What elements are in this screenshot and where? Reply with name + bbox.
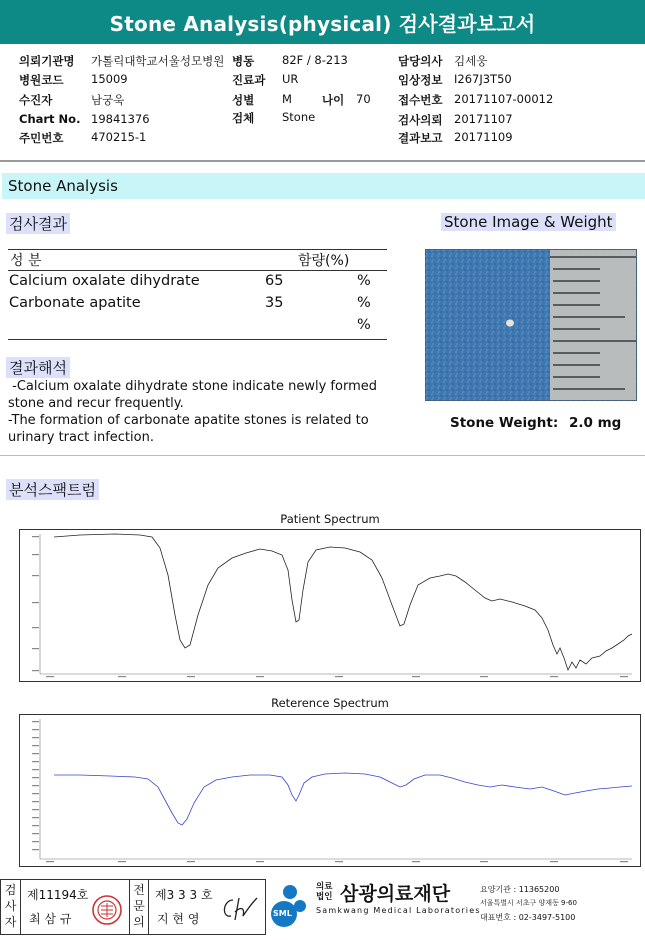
signature-icon	[219, 894, 259, 924]
component-name: Calcium oxalate dihydrate	[9, 273, 200, 289]
patient-spectrum-plot	[20, 530, 640, 681]
component-unit: %	[357, 295, 371, 311]
org-logo	[270, 882, 310, 930]
field-value: UR	[282, 72, 299, 86]
org-phone: 대표번호 : 02-3497-5100	[480, 913, 576, 922]
field-label: 검체	[232, 111, 255, 125]
field-label: 검사의뢰	[398, 113, 443, 127]
interpretation-line: stone and recur frequently.	[8, 396, 184, 411]
interpretation-line: -Calcium oxalate dihydrate stone indicate newly formed	[8, 379, 377, 394]
interpretation-heading: 결과해석	[6, 357, 70, 378]
interpretation-text	[8, 378, 388, 446]
field-label: 결과보고	[398, 131, 443, 145]
field-value: M	[282, 92, 292, 106]
reference-spectrum-plot	[20, 715, 640, 866]
stone-photo	[425, 249, 637, 401]
field-label: 의뢰기관명	[19, 54, 75, 68]
section-title: Stone Analysis	[8, 177, 118, 195]
results-heading: 검사결과	[6, 213, 70, 234]
org-name: 삼광의료재단	[340, 883, 451, 905]
specialist-label: 전문의	[129, 880, 149, 934]
field-label: 임상정보	[398, 73, 443, 87]
stone-photo-image	[425, 249, 637, 401]
specialist-name: 지 현 영	[157, 912, 200, 926]
sml-logo-icon	[270, 882, 310, 930]
specialist-number: 제3 3 3 호	[155, 888, 213, 902]
table-header-rule	[8, 270, 387, 271]
field-label: 성별	[232, 93, 255, 107]
field-value: 470215-1	[91, 130, 147, 144]
component-unit: %	[357, 317, 371, 333]
examiner-number: 제11194호	[27, 888, 89, 902]
field-value: 20171109	[454, 130, 513, 144]
field-value: Stone	[282, 110, 316, 124]
patient-info	[0, 50, 645, 150]
field-value: 남궁욱	[91, 93, 125, 107]
signature-box	[0, 879, 266, 935]
stone-weight-value: 2.0 mg	[568, 415, 622, 431]
field-value: 20171107	[454, 112, 513, 126]
org-address: 서울특별시 서초구 양재동 9-60	[480, 899, 577, 907]
report-title: Stone Analysis(physical) 검사결과보고서	[109, 11, 536, 36]
logo-text: SML	[273, 909, 292, 918]
field-value: 20171107-00012	[454, 92, 554, 106]
patient-spectrum-chart	[19, 529, 641, 682]
divider	[0, 455, 645, 456]
reference-spectrum-title: Reterence Spectrum	[271, 696, 389, 710]
field-label: 나이	[322, 93, 345, 107]
report-footer	[0, 878, 645, 938]
field-value: 김세웅	[454, 54, 488, 68]
field-value: 가톨릭대학교서울성모병원	[91, 54, 225, 68]
divider	[0, 160, 645, 162]
interpretation-line: -The formation of carbonate apatite stones is related to	[8, 413, 369, 428]
field-value: I267J3T50	[454, 72, 512, 86]
component-name: Carbonate apatite	[9, 295, 141, 311]
spectrum-heading: 분석스팩트럼	[6, 479, 99, 500]
field-value: 19841376	[91, 112, 150, 126]
component-unit: %	[357, 273, 371, 289]
stone-weight	[450, 415, 621, 431]
patient-spectrum-title: Patient Spectrum	[280, 512, 380, 526]
interpretation-line: urinary tract infection.	[8, 430, 154, 445]
component-value: 35	[265, 295, 284, 311]
col-component: 성 분	[10, 253, 42, 269]
field-label: 진료과	[232, 73, 266, 87]
field-label: 병원코드	[19, 73, 64, 87]
component-value: 65	[265, 273, 284, 289]
field-label: 접수번호	[398, 93, 443, 107]
col-content: 함량(%)	[298, 253, 350, 269]
org-name-en: Samkwang Medical Laboratories	[316, 906, 481, 915]
examiner-name: 최 삼 규	[29, 912, 72, 926]
report-title-bar	[0, 0, 645, 44]
field-value: 70	[356, 92, 371, 106]
field-label: 담당의사	[398, 54, 443, 68]
field-value: 82F / 8-213	[282, 53, 348, 67]
org-type: 의료법인	[316, 882, 333, 902]
field-label: 주민번호	[19, 131, 64, 145]
org-code: 요양기관 : 11365200	[480, 885, 560, 894]
field-label: 수진자	[19, 93, 53, 107]
stone-image-heading: Stone Image & Weight	[441, 213, 616, 231]
examiner-label: 검사자	[1, 880, 21, 934]
field-label: 병동	[232, 54, 255, 68]
examiner-seal-icon	[91, 894, 123, 926]
stone-weight-label: Stone Weight:	[450, 415, 559, 431]
section-band	[2, 173, 645, 199]
reference-spectrum-chart	[19, 714, 641, 867]
field-value: 15009	[91, 72, 128, 86]
table-bottom-rule	[8, 339, 387, 340]
field-label: Chart No.	[19, 112, 81, 126]
